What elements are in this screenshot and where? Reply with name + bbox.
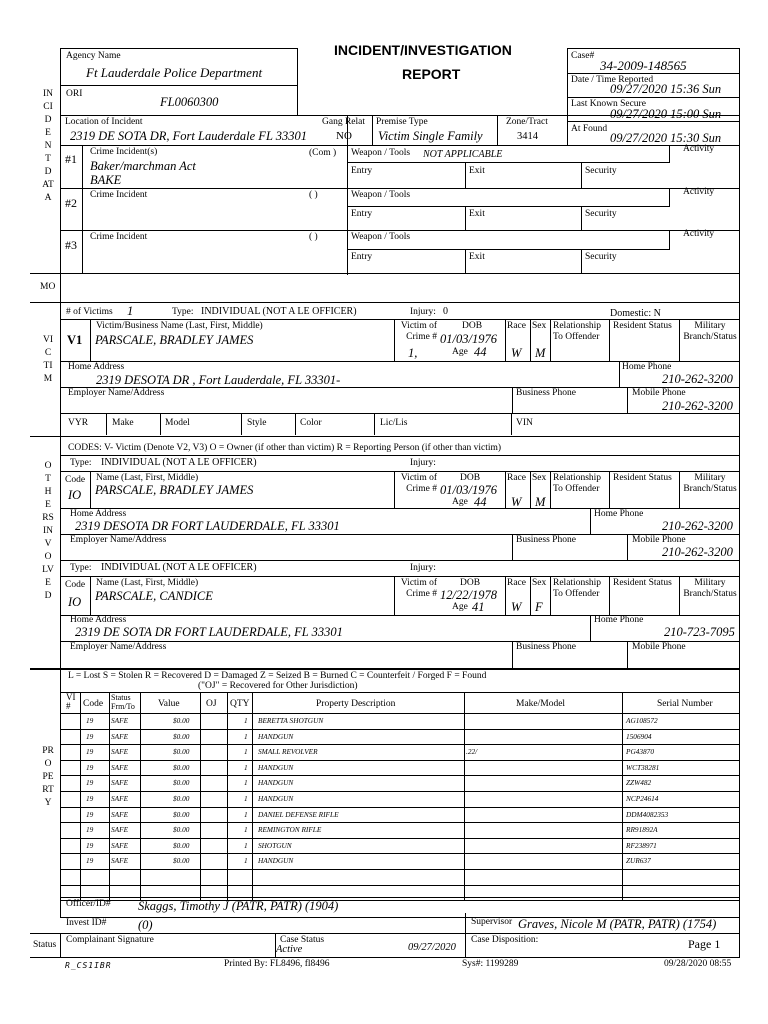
person-2-mobile-label: Mobile Phone (632, 642, 686, 652)
crime-1-activity-label: Activity (683, 144, 715, 154)
property-row-description: SMALL REVOLVER (258, 747, 318, 757)
person-1-resident-label: Resident Status (613, 473, 672, 483)
report-title-line1: INCIDENT/INVESTIGATION (334, 42, 512, 58)
crime-2-label: Crime Incident (90, 190, 148, 200)
property-row-qty: 1 (244, 809, 248, 819)
secure-value: 09/27/2020 15:00 Sun (610, 107, 722, 121)
property-row-description: HANDGUN (258, 856, 294, 866)
crime-2-com: ( ) (309, 190, 318, 200)
property-header-oj: OJ (206, 699, 217, 709)
invest-label: Invest ID# (66, 918, 107, 928)
person-2-race-label: Race (507, 578, 526, 588)
person-2-dob: 12/22/1978 (440, 588, 497, 602)
person-1-mobile-label: Mobile Phone (632, 535, 686, 545)
victim-race-label: Race (507, 321, 526, 331)
victim-injury-label: Injury: (410, 307, 436, 317)
victim-name-label: Victim/Business Name (Last, First, Middle) (96, 321, 263, 331)
property-header-code: Code (83, 699, 104, 709)
ori-value: FL0060300 (160, 95, 219, 109)
found-value: 09/27/2020 15:30 Sun (610, 131, 722, 145)
person-2-employer-label: Employer Name/Address (70, 642, 167, 652)
person-1-home-phone: 210-262-3200 (662, 519, 733, 533)
property-row-description: HANDGUN (258, 778, 294, 788)
printed-at: 09/28/2020 08:55 (664, 959, 732, 969)
vehicle-lic-label: Lic/Lis (380, 418, 408, 428)
property-row-status: SAFE (111, 856, 129, 866)
crime-2-entry: Entry (351, 209, 373, 219)
crime-3-entry: Entry (351, 252, 373, 262)
victim-employer-label: Employer Name/Address (68, 388, 165, 398)
property-row-code: 19 (86, 778, 94, 788)
status-label: Status (33, 940, 57, 950)
property-row-status: SAFE (111, 747, 129, 757)
property-row-status: SAFE (111, 762, 129, 772)
reported-value: 09/27/2020 15:36 Sun (610, 82, 722, 96)
case-status-value: Active (276, 944, 303, 955)
side-label-mo: MO (40, 282, 56, 292)
property-row-qty: 1 (244, 794, 248, 803)
person-1-age: 44 (474, 495, 487, 509)
crime-1-com: (Com ) (309, 148, 337, 158)
property-row-description: DANIEL DEFENSE RIFLE (258, 809, 339, 819)
case-label: Case# (571, 51, 595, 61)
premise-label: Premise Type (376, 117, 428, 127)
property-row-serial: RF238971 (626, 840, 657, 850)
person-1-name-label: Name (Last, First, Middle) (96, 473, 199, 483)
property-row-code: 19 (86, 716, 94, 725)
ori-label: ORI (66, 89, 83, 99)
vehicle-model-label: Model (165, 418, 190, 428)
crime-3-label: Crime Incident (90, 232, 148, 242)
property-row-value: $0.00 (173, 794, 190, 803)
property-row-code: 19 (86, 856, 94, 866)
person-1-relationship-label: Relationship To Offender (553, 473, 602, 494)
person-1-type: INDIVIDUAL (NOT A LE OFFICER) (101, 457, 257, 468)
person-2-relationship-label: Relationship To Offender (553, 578, 602, 599)
property-row-value: $0.00 (173, 747, 190, 757)
property-header-value: Value (158, 699, 180, 709)
property-row-status: SAFE (111, 731, 129, 741)
crime-3-com: ( ) (309, 232, 318, 242)
property-row-qty: 1 (244, 840, 248, 850)
victim-race: W (511, 346, 522, 360)
person-1-race: W (511, 495, 522, 509)
victim-business-phone-label: Business Phone (516, 388, 576, 398)
location-value: 2319 DE SOTA DR, Fort Lauderdale FL 33301 (70, 129, 308, 143)
property-legend: L = Lost S = Stolen R = Recovered D = Damaged Z = Seized B = Burned C = Counterfeit / Forged F = Found (68, 671, 487, 681)
report-title-line2: REPORT (402, 66, 461, 82)
property-row-serial: NCP24614 (626, 794, 659, 803)
property-row-description: REMINGTON RIFLE (258, 825, 322, 835)
victim-of-label: Victim of Crime # (400, 321, 437, 342)
case-number: 34-2009-148565 (600, 58, 687, 73)
property-row-code: 19 (86, 747, 94, 757)
crime-3-exit: Exit (469, 252, 485, 262)
gang-label: Gang Relat (322, 117, 366, 127)
person-2-age-label: Age (452, 602, 468, 612)
victim-injury: 0 (443, 306, 448, 317)
property-row-description: HANDGUN (258, 794, 294, 803)
victim-home: 2319 DESOTA DR , Fort Lauderdale, FL 33301- (96, 373, 341, 387)
victim-code: V1 (67, 333, 83, 347)
person-2-type: INDIVIDUAL (NOT A LE OFFICER) (101, 562, 257, 573)
victim-dob: 01/03/1976 (440, 332, 497, 346)
person-2-age: 41 (472, 600, 485, 614)
victim-of-value: 1, (408, 346, 418, 360)
person-2-business-phone-label: Business Phone (516, 642, 576, 652)
complainant-label: Complainant Signature (66, 935, 154, 945)
property-row-description: BERETTA SHOTGUN (258, 716, 324, 725)
person-1-military-label: Military Branch/Status (683, 473, 737, 494)
victim-type: INDIVIDUAL (NOT A LE OFFICER) (201, 306, 357, 317)
person-2-type-label: Type: (70, 563, 92, 573)
property-row-code: 19 (86, 840, 94, 850)
crime-2-exit: Exit (469, 209, 485, 219)
person-2-name: PARSCALE, CANDICE (95, 589, 213, 603)
side-label-incident: INCIDENT DATA (42, 89, 54, 203)
property-row-serial: PG43870 (626, 747, 654, 757)
crime-1-security: Security (585, 166, 617, 176)
property-row-description: SHOTGUN (258, 840, 292, 850)
case-status-label: Case Status (280, 935, 325, 945)
crime-1-weapon-label: Weapon / Tools (351, 148, 411, 158)
property-row-value: $0.00 (173, 762, 190, 772)
victim-sex-label: Sex (532, 321, 547, 331)
person-1-home: 2319 DESOTA DR FORT LAUDERDALE, FL 33301 (75, 519, 340, 533)
property-row-serial: RR91892A (626, 825, 658, 835)
crime-3-num: #3 (65, 238, 77, 252)
person-2-dob-label: DOB (460, 578, 481, 588)
property-legend-oj: ("OJ" = Recovered for Other Jurisdiction) (198, 681, 358, 691)
property-row-serial: AG108572 (626, 716, 658, 725)
zone-label: Zone/Tract (506, 117, 548, 127)
crime-2-activity-label: Activity (683, 187, 715, 197)
person-2-home-label: Home Address (70, 615, 127, 625)
person-1-sex: M (535, 495, 546, 509)
person-2-home: 2319 DE SOTA DR FORT LAUDERDALE, FL 33301 (75, 625, 343, 639)
side-label-others: OTHERS INVOLVED (42, 461, 54, 601)
supervisor-value: Graves, Nicole M (PATR, PATR) (1754) (518, 917, 717, 931)
side-label-property: PROPERTY (42, 746, 54, 808)
gang-value: NO (336, 130, 352, 142)
victim-mobile-label: Mobile Phone (632, 388, 686, 398)
crime-1-exit: Exit (469, 166, 485, 176)
person-2-home-phone: 210-723-7095 (664, 625, 735, 639)
reported-label: Date / Time Reported (571, 75, 654, 85)
person-2-victim-of-label: Victim of Crime # (400, 578, 437, 599)
secure-label: Last Known Secure (571, 99, 646, 109)
property-row-serial: DDM4082353 (626, 809, 669, 819)
system-number: Sys#: 1199289 (462, 959, 519, 969)
person-1-mobile: 210-262-3200 (662, 545, 733, 559)
victim-age: 44 (474, 345, 487, 359)
crime-2-security: Security (585, 209, 617, 219)
property-row-value: $0.00 (173, 840, 190, 850)
case-status-date: 09/27/2020 (408, 942, 456, 953)
crime-2-weapon-label: Weapon / Tools (351, 190, 411, 200)
person-2-code: IO (68, 595, 82, 609)
victim-sex: M (535, 346, 546, 360)
vehicle-make-label: Make (112, 418, 134, 428)
premise-value: Victim Single Family (378, 129, 483, 143)
victim-relationship-label: Relationship To Offender (553, 321, 602, 342)
property-row-status: SAFE (111, 794, 129, 803)
person-2-resident-label: Resident Status (613, 578, 672, 588)
property-header-make-model: Make/Model (516, 699, 566, 709)
property-row-qty: 1 (244, 731, 248, 741)
property-row-make-model: .22/ (466, 747, 478, 757)
property-row-qty: 1 (244, 825, 248, 835)
person-1-code: IO (68, 488, 82, 502)
crime-3-activity-label: Activity (683, 229, 715, 239)
person-2-race: W (511, 600, 522, 614)
property-row-value: $0.00 (173, 856, 190, 866)
property-row-code: 19 (86, 731, 94, 741)
person-2-sex: F (535, 600, 543, 614)
property-row-status: SAFE (111, 809, 129, 819)
property-row-code: 19 (86, 794, 94, 803)
side-label-victim: VICTIM (42, 335, 54, 384)
victim-dob-label: DOB (462, 321, 483, 331)
victim-count-label: # of Victims (66, 307, 113, 317)
victim-name: PARSCALE, BRADLEY JAMES (95, 333, 254, 347)
property-row-qty: 1 (244, 716, 248, 725)
person-2-code-label: Code (65, 580, 86, 590)
officer-value: Skaggs, Timothy J (PATR, PATR) (1904) (138, 899, 339, 913)
location-label: Location of Incident (65, 117, 143, 127)
vehicle-color-label: Color (300, 418, 322, 428)
victim-home-label: Home Address (68, 362, 125, 372)
property-row-value: $0.00 (173, 809, 190, 819)
property-row-status: SAFE (111, 778, 129, 788)
crime-1-weapon: NOT APPLICABLE (423, 149, 503, 160)
crime-1-num: #1 (65, 152, 77, 166)
property-row-code: 19 (86, 762, 94, 772)
person-1-victim-of-label: Victim of Crime # (400, 473, 437, 494)
person-1-employer-label: Employer Name/Address (70, 535, 167, 545)
form-id: R_CS1IBR (65, 961, 112, 970)
person-1-dob: 01/03/1976 (440, 483, 497, 497)
property-row-code: 19 (86, 825, 94, 835)
property-row-serial: WCT38281 (626, 762, 660, 772)
property-row-serial: ZZW482 (626, 778, 652, 788)
person-1-name: PARSCALE, BRADLEY JAMES (95, 483, 254, 497)
property-header-description: Property Description (316, 699, 396, 709)
person-2-sex-label: Sex (532, 578, 547, 588)
person-1-code-label: Code (65, 475, 86, 485)
disposition-label: Case Disposition: (471, 935, 539, 945)
property-row-code: 19 (86, 809, 94, 819)
property-row-qty: 1 (244, 778, 248, 788)
victim-count: 1 (127, 304, 134, 318)
person-1-race-label: Race (507, 473, 526, 483)
property-row-value: $0.00 (173, 716, 190, 725)
crime-1-code: BAKE (90, 173, 122, 187)
victim-military-label: Military Branch/Status (683, 321, 737, 342)
property-row-status: SAFE (111, 716, 129, 725)
crime-3-weapon-label: Weapon / Tools (351, 232, 411, 242)
victim-home-phone: 210-262-3200 (662, 372, 733, 386)
crime-1-entry: Entry (351, 166, 373, 176)
page-number: Page 1 (688, 937, 721, 951)
invest-value: (0) (138, 918, 153, 932)
agency-label: Agency Name (66, 51, 121, 61)
victim-age-label: Age (452, 347, 468, 357)
property-row-value: $0.00 (173, 825, 190, 835)
crime-3-security: Security (585, 252, 617, 262)
victim-mobile: 210-262-3200 (662, 399, 733, 413)
person-1-business-phone-label: Business Phone (516, 535, 576, 545)
property-row-serial: ZUR637 (626, 856, 651, 866)
property-row-description: HANDGUN (258, 762, 294, 772)
crime-1-desc: Baker/marchman Act (90, 159, 196, 173)
property-row-status: SAFE (111, 840, 129, 850)
person-2-injury-label: Injury: (410, 563, 436, 573)
victim-domestic: Domestic: N (610, 308, 661, 319)
property-header-vi: VI # (66, 692, 76, 711)
property-row-value: $0.00 (173, 778, 190, 788)
victim-resident-label: Resident Status (613, 321, 672, 331)
zone-value: 3414 (517, 131, 538, 142)
property-row-serial: 1506904 (626, 731, 652, 741)
vehicle-vin-label: VIN (516, 418, 533, 428)
person-1-home-phone-label: Home Phone (594, 509, 644, 519)
crime-1-label: Crime Incident(s) (90, 147, 158, 157)
officer-label: Officer/ID# (66, 899, 111, 909)
person-2-home-phone-label: Home Phone (594, 615, 644, 625)
person-1-type-label: Type: (70, 458, 92, 468)
property-row-status: SAFE (111, 825, 129, 835)
property-row-qty: 1 (244, 747, 248, 757)
property-row-qty: 1 (244, 856, 248, 866)
supervisor-label: Supervisor (471, 917, 513, 927)
found-label: At Found (571, 124, 608, 134)
crime-2-num: #2 (65, 196, 77, 210)
property-header-status: Status Frm/To (111, 693, 135, 711)
printed-by: Printed By: FL8496, fl8496 (224, 959, 330, 969)
person-1-injury-label: Injury: (410, 458, 436, 468)
property-row-description: HANDGUN (258, 731, 294, 741)
agency-name: Ft Lauderdale Police Department (86, 65, 263, 80)
person-2-military-label: Military Branch/Status (683, 578, 737, 599)
property-row-qty: 1 (244, 762, 248, 772)
others-codes: CODES: V- Victim (Denote V2, V3) O = Owner (if other than victim) R = Reporting Person (if other than victim) (68, 443, 502, 453)
person-2-name-label: Name (Last, First, Middle) (96, 578, 199, 588)
vehicle-style-label: Style (247, 418, 267, 428)
person-1-dob-label: DOB (460, 473, 481, 483)
property-row-value: $0.00 (173, 731, 190, 741)
property-header-serial: Serial Number (657, 699, 713, 709)
victim-type-label: Type: (172, 307, 194, 317)
vehicle-year-label: VYR (68, 418, 89, 428)
property-header-qty: QTY (230, 699, 250, 709)
person-1-home-label: Home Address (70, 509, 127, 519)
person-1-age-label: Age (452, 497, 468, 507)
person-1-sex-label: Sex (532, 473, 547, 483)
victim-home-phone-label: Home Phone (622, 362, 672, 372)
